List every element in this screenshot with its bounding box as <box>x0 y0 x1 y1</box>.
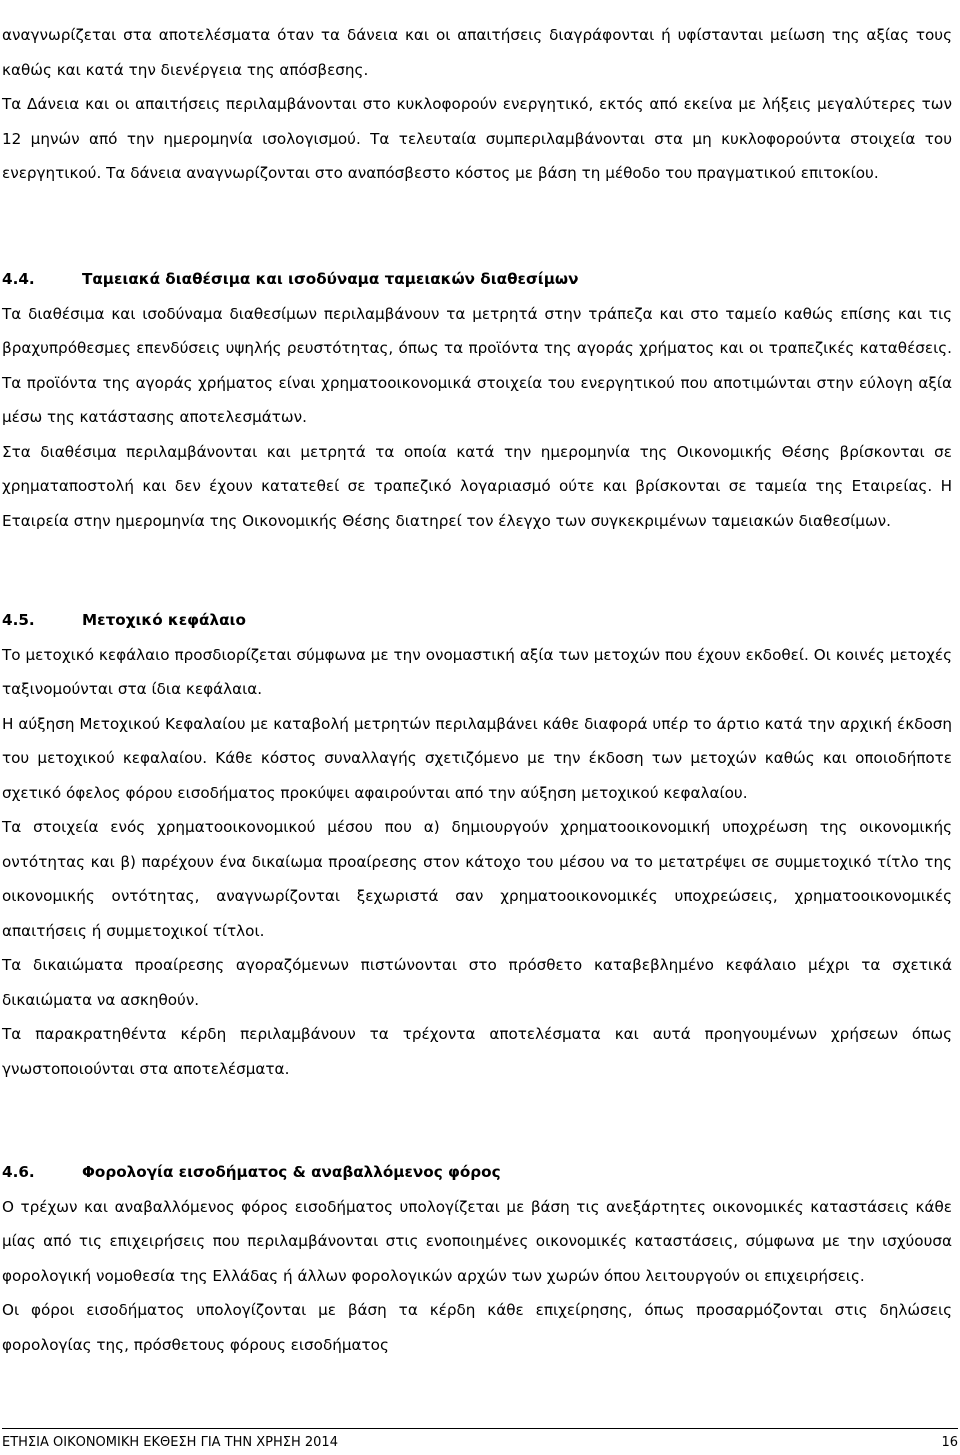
intro-paragraph-2: Τα Δάνεια και οι απαιτήσεις περιλαμβάνονται στο κυκλοφορούν ενεργητικό, εκτός από εκείνα με λήξεις μεγαλύτερες των 12 μηνών από την ημερομηνία ισολογισμού. Τα τελευταία συμπεριλαμβάνονται στα μη κυκλοφορούντα στοιχεία του ενεργητικού. Τα δάνεια αναγνωρίζονται στο αναπόσβεστο κόστος με βάση τη μέθοδο του πραγματικού επιτοκίου. <box>2 95 952 182</box>
section-4-6-title: Φορολογία εισοδήματος & αναβαλλόμενος φόρος <box>82 1163 501 1181</box>
section-4-4-paragraph-1: Τα διαθέσιμα και ισοδύναμα διαθεσίμων περιλαμβάνουν τα μετρητά στην τράπεζα και στο ταμείο καθώς επίσης και τις βραχυπρόθεσμες επενδύσεις υψηλής ρευστότητας, όπως τα προϊόντα της αγοράς χρήματος και οι τραπεζικές καταθέσεις. Τα προϊόντα της αγοράς χρήματος είναι χρηματοοικονομικά στοιχεία του ενεργητικού που αποτιμώνται στην εύλογη αξία μέσω της κατάστασης αποτελεσμάτων. <box>2 304 952 426</box>
section-4-6-number: 4.6. <box>2 1163 35 1181</box>
section-4-4-number: 4.4. <box>2 270 35 288</box>
section-4-5-title: Μετοχικό κεφάλαιο <box>82 611 246 629</box>
footer-title: ΕΤΗΣΙΑ ΟΙΚΟΝΟΜΙΚΗ ΕΚΘΕΣΗ ΓΙΑ ΤΗΝ ΧΡΗΣΗ 2014 <box>2 1435 338 1450</box>
section-4-4-heading <box>2 262 960 297</box>
page-footer <box>2 1428 958 1453</box>
section-4-5-heading <box>2 603 960 638</box>
page-number: 16 <box>941 1435 958 1450</box>
intro-paragraph-1: αναγνωρίζεται στα αποτελέσματα όταν τα δάνεια και οι απαιτήσεις διαγράφονται ή υφίστανται μείωση της αξίας τους καθώς και κατά την διενέργεια της απόσβεσης. <box>2 26 952 79</box>
section-4-5-paragraph-5: Τα παρακρατηθέντα κέρδη περιλαμβάνουν τα τρέχοντα αποτελέσματα και αυτά προηγουμένων χρήσεων όπως γνωστοποιούνται στα αποτελέσματα. <box>2 1025 952 1078</box>
section-4-6 <box>0 1155 960 1362</box>
section-4-6-paragraph-2: Οι φόροι εισοδήματος υπολογίζονται με βάση τα κέρδη κάθε επιχείρησης, όπως προσαρμόζονται στις δηλώσεις φορολογίας της, πρόσθετους φόρους εισοδήματος <box>2 1301 952 1354</box>
section-4-6-heading <box>2 1155 960 1190</box>
section-4-6-paragraph-1: Ο τρέχων και αναβαλλόμενος φόρος εισοδήματος υπολογίζεται με βάση τις ανεξάρτητες οικονομικές καταστάσεις κάθε μίας από τις επιχειρήσεις που περιλαμβάνονται στις ενοποιημένες οικονομικές καταστάσεις, σύμφωνα με την ισχύουσα φορολογική νομοθεσία της Ελλάδας ή άλλων φορολογικών αρχών των χωρών όπου λειτουργούν οι επιχειρήσεις. <box>2 1197 952 1285</box>
section-4-5-paragraph-4: Τα δικαιώματα προαίρεσης αγοραζόμενων πιστώνονται στο πρόσθετο καταβεβλημένο κεφάλαιο μέχρι τα σχετικά δικαιώματα να ασκηθούν. <box>2 956 952 1009</box>
intro-block <box>0 18 960 191</box>
section-4-4-title: Ταμειακά διαθέσιμα και ισοδύναμα ταμειακών διαθεσίμων <box>82 270 579 288</box>
section-4-5-number: 4.5. <box>2 611 35 629</box>
section-4-5-paragraph-2: Η αύξηση Μετοχικού Κεφαλαίου με καταβολή μετρητών περιλαμβάνει κάθε διαφορά υπέρ το άρτιο κατά την αρχική έκδοση του μετοχικού κεφαλαίου. Κάθε κόστος συναλλαγής σχετιζόμενο με την έκδοση των μετοχών καθώς και οποιοδήποτε σχετικό όφελος φόρου εισοδήματος προκύψει αφαιρούνται από την αύξηση μετοχικού κεφαλαίου. <box>2 714 952 802</box>
section-4-5 <box>0 603 960 1086</box>
section-4-5-paragraph-1: Το μετοχικό κεφάλαιο προσδιορίζεται σύμφωνα με την ονομαστική αξία των μετοχών που έχουν εκδοθεί. Οι κοινές μετοχές ταξινομούνται στα ίδια κεφάλαια. <box>2 645 952 698</box>
section-4-5-paragraph-3: Τα στοιχεία ενός χρηματοοικονομικού μέσου που α) δημιουργούν χρηματοοικονομική υποχρέωση της οικονομικής οντότητας και β) παρέχουν ένα δικαίωμα προαίρεσης στον κάτοχο του μέσου να το μετατρέψει σε συμμετοχικό τίτλο της οικονομικής οντότητας, αναγνωρίζονται ξεχωριστά σαν χρηματοοικονομικές υποχρεώσεις, χρηματοοικονομικές απαιτήσεις ή συμμετοχικοί τίτλοι. <box>2 818 952 940</box>
section-4-4-paragraph-2: Στα διαθέσιμα περιλαμβάνονται και μετρητά τα οποία κατά την ημερομηνία της Οικονομικής Θέσης βρίσκονται σε χρηματαποστολή και δεν έχουν κατατεθεί σε τραπεζικό λογαριασμό ούτε και βρίσκονται σε ταμεία της Εταιρείας. Η Εταιρεία στην ημερομηνία της Οικονομικής Θέσης διατηρεί τον έλεγχο των συγκεκριμένων ταμειακών διαθεσίμων. <box>2 442 952 530</box>
section-4-4 <box>0 262 960 538</box>
